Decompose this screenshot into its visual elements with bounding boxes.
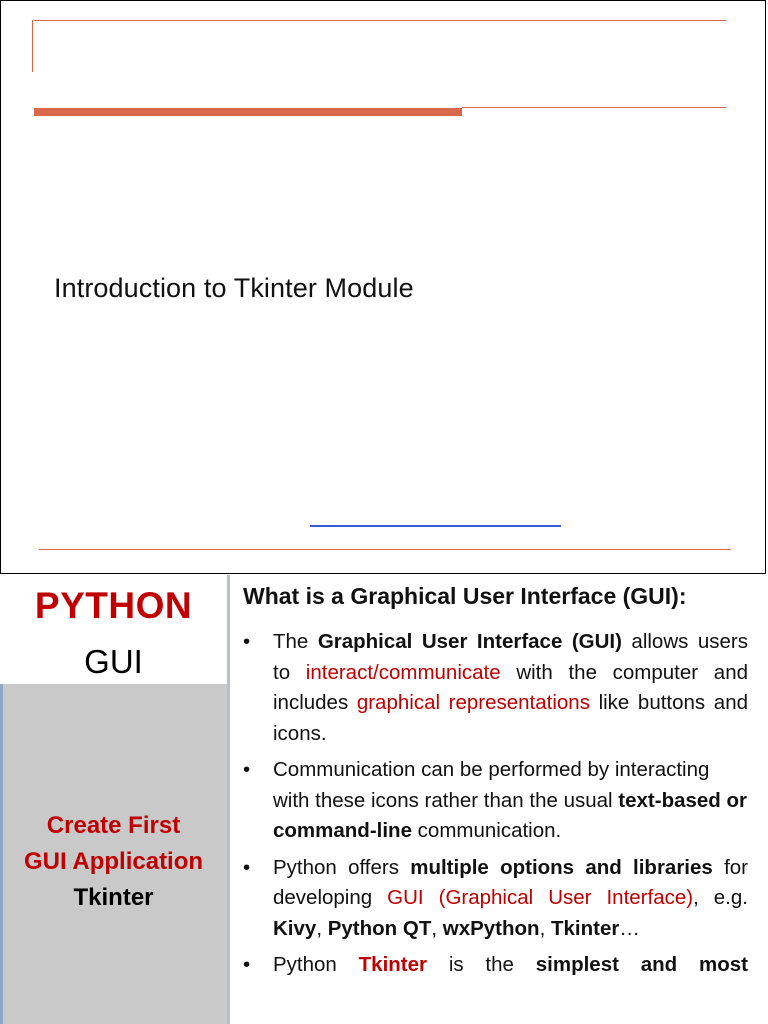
bullet-dot: • bbox=[243, 855, 251, 879]
sidebar-label-line3: Tkinter bbox=[73, 884, 154, 911]
bullet-item: • The Graphical User Interface (GUI) allows users to interact/communicate with the computer and includes graphical representations like buttons and icons. bbox=[243, 627, 748, 749]
top-accent-line bbox=[34, 20, 726, 21]
left-accent-line bbox=[32, 20, 33, 72]
subtitle-underline bbox=[310, 525, 561, 527]
highlight-text: graphical representations bbox=[356, 691, 590, 714]
bullet-dot: • bbox=[243, 758, 251, 781]
section-heading: What is a Graphical User Interface (GUI): bbox=[243, 583, 687, 609]
sidebar-title-python: PYTHON bbox=[34, 585, 193, 626]
bullet-dot: • bbox=[243, 953, 251, 976]
highlight-text: GUI (Graphical User Interface) bbox=[387, 886, 694, 909]
bullet-item: • Python offers multiple options and libraries for developing GUI (Graphical User Interface), e.g. Kivy, Python QT, wxPython, Tkinter… bbox=[243, 853, 748, 945]
slide-title: Introduction to Tkinter Module bbox=[54, 273, 414, 303]
highlight-text: Tkinter bbox=[358, 953, 427, 976]
bottom-accent-line bbox=[39, 549, 731, 550]
content-slide bbox=[0, 575, 768, 1024]
bullet-item: • Python Tkinter is the simplest and most bbox=[243, 950, 748, 981]
sidebar-label-line2: GUI Application bbox=[23, 848, 204, 875]
bullet-item: • Communication can be performed by interacting with these icons rather than the usual text-based or command-line communication. bbox=[243, 755, 748, 847]
bullet-dot: • bbox=[243, 630, 251, 653]
accent-bar bbox=[34, 108, 462, 116]
sidebar-title-gui: GUI bbox=[84, 643, 143, 680]
sidebar bbox=[0, 575, 230, 1024]
highlight-text: interact/communicate bbox=[305, 660, 501, 684]
bullet-list bbox=[243, 627, 748, 987]
sidebar-label-line1: Create First bbox=[46, 812, 181, 839]
accent-thin-line bbox=[462, 107, 726, 108]
